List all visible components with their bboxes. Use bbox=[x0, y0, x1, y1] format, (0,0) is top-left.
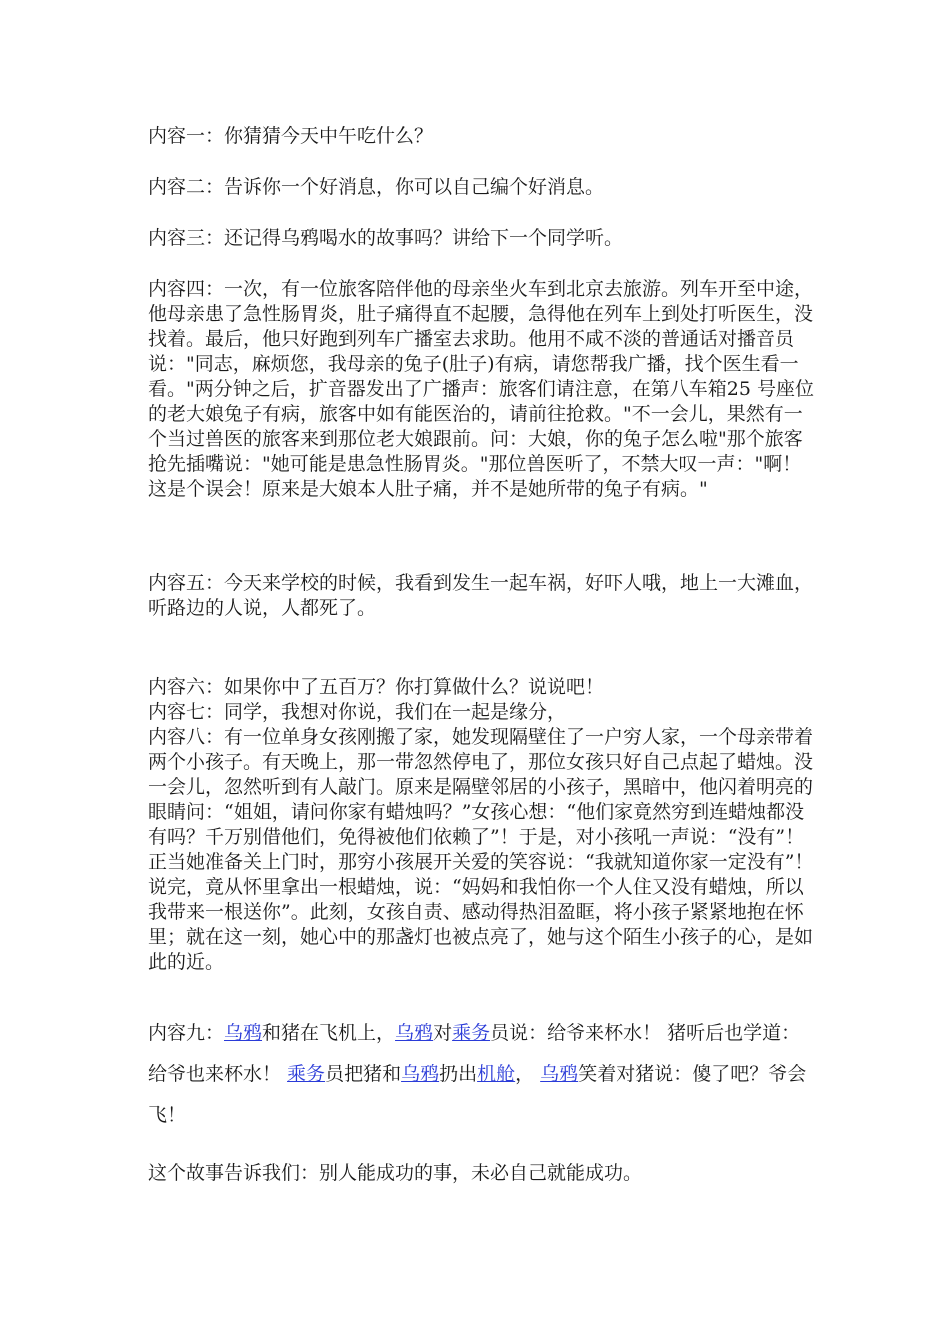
content-eight: 内容八：有一位单身女孩刚搬了家，她发现隔壁住了一户穷人家，一个母亲带着两个小孩子。有天晚上，那一带忽然停电了，那位女孩只好自己点起了蜡烛。没一会儿，忽然听到有人敲门。原来是隔壁邻居的小孩子，黑暗中，他闪着明亮的眼睛问：“姐姐，请问你家有蜡烛吗？”女孩心想：“他们家竟然穷到连蜡烛都没有吗？千万别借他们，免得被他们依赖了”！于是，对小孩吼一声说：“没有”！正当她准备关上门时，那穷小孩展开关爱的笑容说：“我就知道你家一定没有”！说完，竟从怀里拿出一根蜡烛，说：“妈妈和我怕你一个人住又没有蜡烛，所以我带来一根送你”。此刻，女孩自责、感动得热泪盈眶，将小孩子紧紧地抱在怀里；就在这一刻，她心中的那盏灯也被点亮了，她与这个陌生小孩子的心，是如此的近。 bbox=[148, 726, 814, 973]
link-cabin[interactable]: 机舱 bbox=[477, 1063, 516, 1085]
content-four: 内容四：一次，有一位旅客陪伴他的母亲坐火车到北京去旅游。列车开至中途，他母亲患了急性肠胃炎，肚子痛得直不起腰，急得他在列车上到处打听医生，没找着。最后，他只好跑到列车广播室去求助。他用不咸不淡的普通话对播音员说："同志，麻烦您，我母亲的兔子(肚子)有病，请您帮我广播，找个医生看一看。"两分钟之后，扩音器发出了广播声：旅客们请注意，在第八车箱25 号座位的老大娘兔子有病，旅客中如有能医治的，请前往抢救。"不一会儿，果然有一个当过兽医的旅客来到那位老大娘跟前。问：大娘，你的兔子怎么啦"那个旅客抢先插嘴说："她可能是患急性肠胃炎。"那位兽医听了，不禁大叹一声："啊！这是个误会！原来是大娘本人肚子痛，并不是她所带的兔子有病。" bbox=[148, 278, 814, 500]
content-nine-text: 员把猪和 bbox=[325, 1063, 402, 1085]
story-moral: 这个故事告诉我们：别人能成功的事，未必自己就能成功。 bbox=[148, 1162, 643, 1184]
content-five: 内容五：今天来学校的时候，我看到发生一起车祸，好吓人哦，地上一大滩血，听路边的人说，人都死了。 bbox=[148, 572, 814, 619]
link-crow[interactable]: 乌鸦 bbox=[540, 1063, 579, 1085]
content-nine-text: 扔出 bbox=[439, 1063, 478, 1085]
content-two: 内容二：告诉你一个好消息，你可以自己编个好消息。 bbox=[148, 176, 605, 198]
link-attendant[interactable]: 乘务 bbox=[287, 1063, 326, 1085]
link-crow[interactable]: 乌鸦 bbox=[224, 1022, 263, 1044]
content-nine-text: 和猪在飞机上， bbox=[262, 1022, 396, 1044]
link-crow[interactable]: 乌鸦 bbox=[395, 1022, 434, 1044]
content-nine bbox=[148, 1013, 816, 1136]
content-nine-text: 员说：给爷来杯水！ 猪听后也学道：给爷也来杯水！ bbox=[148, 1022, 801, 1085]
content-nine-text: 笑着对猪说：傻了吧？爷会飞！ bbox=[148, 1063, 807, 1126]
content-six: 内容六：如果你中了五百万？你打算做什么？说说吧！ bbox=[148, 676, 605, 698]
content-nine-text: 对 bbox=[433, 1022, 453, 1044]
content-seven: 内容七：同学，我想对你说，我们在一起是缘分， bbox=[148, 701, 567, 723]
link-attendant[interactable]: 乘务 bbox=[452, 1022, 491, 1044]
content-one: 内容一：你猜猜今天中午吃什么？ bbox=[148, 125, 434, 147]
link-crow[interactable]: 乌鸦 bbox=[401, 1063, 440, 1085]
content-three: 内容三：还记得乌鸦喝水的故事吗？讲给下一个同学听。 bbox=[148, 227, 624, 249]
content-nine-text: 内容九： bbox=[148, 1022, 225, 1044]
content-nine-text: ， bbox=[515, 1063, 541, 1085]
